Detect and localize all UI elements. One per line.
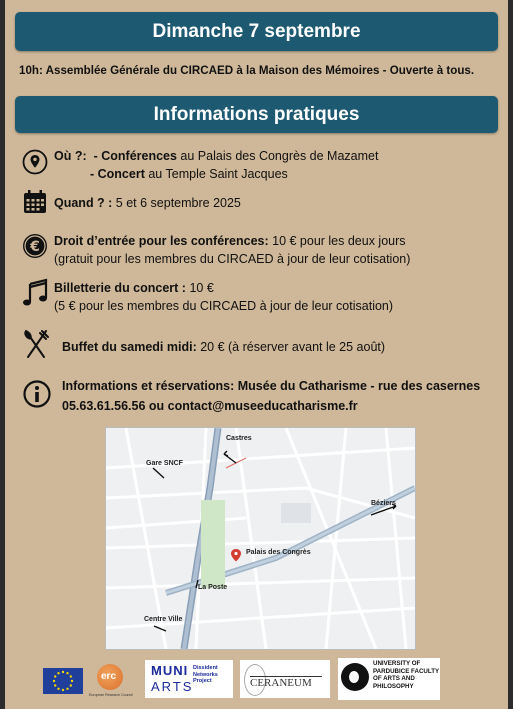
pardubice-logo [338, 658, 440, 700]
map-label-gare: Gare SNCF [146, 460, 183, 467]
practical-info-banner: Informations pratiques [15, 96, 498, 133]
info-icon [23, 380, 51, 413]
arts-logo-text: ARTS [151, 679, 194, 694]
when-line: Quand ? : 5 et 6 septembre 2025 [54, 196, 241, 210]
general-assembly-line: 10h: Assemblée Générale du CIRCAED à la Maison des Mémoires - Ouverte à tous. [19, 64, 475, 77]
map-label-laposte: La Poste [198, 584, 228, 591]
map-label-centre: Centre Ville [144, 616, 183, 623]
where-line-2: - Concert au Temple Saint Jacques [90, 167, 288, 181]
concert-ticket-line: Billetterie du concert : 10 € [54, 281, 214, 295]
music-note-icon [20, 278, 50, 313]
fork-knife-icon [22, 329, 50, 366]
entry-fee-line: Droit d’entrée pour les conférences: 10 € pour les deux jours [54, 234, 406, 248]
sponsor-logos [5, 656, 508, 706]
erc-logo-subtitle: European Research Council [89, 693, 133, 697]
ceraneum-logo [240, 660, 330, 698]
entry-fee-note: (gratuit pour les membres du CIRCAED à jour de leur cotisation) [54, 252, 411, 266]
muni-arts-logo [145, 660, 233, 698]
svg-text:€: € [30, 239, 40, 255]
euro-icon [22, 233, 48, 264]
where-line-1: Où ?: - Conférences au Palais des Congrès de Mazamet [54, 149, 379, 163]
eu-flag-logo [43, 668, 83, 694]
erc-logo [89, 664, 137, 700]
info-line-1: Informations et réservations: Musée du Catharisme - rue des casernes [62, 379, 481, 393]
muni-logo-text: MUNI [151, 663, 189, 678]
dissident-project-text: Dissident Networks Project [193, 665, 218, 684]
concert-ticket-note: (5 € pour les membres du CIRCAED à jour de leur cotisation) [54, 299, 394, 313]
location-pin-icon [22, 149, 48, 180]
erc-logo-text: erc [101, 671, 117, 682]
buffet-line: Buffet du samedi midi: 20 € (à réserver avant le 25 août) [62, 340, 386, 354]
day-banner: Dimanche 7 septembre [15, 12, 498, 51]
flyer-page [5, 0, 508, 709]
map-label-castres: Castres [226, 435, 252, 442]
map-label-betiers: Béziers [371, 500, 396, 507]
info-line-2: 05.63.61.56.56 ou contact@museeducatharisme.fr [62, 399, 358, 413]
map-label-palais: Palais des Congrès [246, 549, 311, 556]
location-map[interactable] [105, 427, 416, 650]
calendar-icon [22, 189, 48, 220]
pardubice-logo-text: UNIVERSITY OF PARDUBICE FACULTY OF ARTS AND PHILOSOPHY [373, 660, 439, 690]
ceraneum-logo-text: CERANEUM [250, 676, 322, 689]
